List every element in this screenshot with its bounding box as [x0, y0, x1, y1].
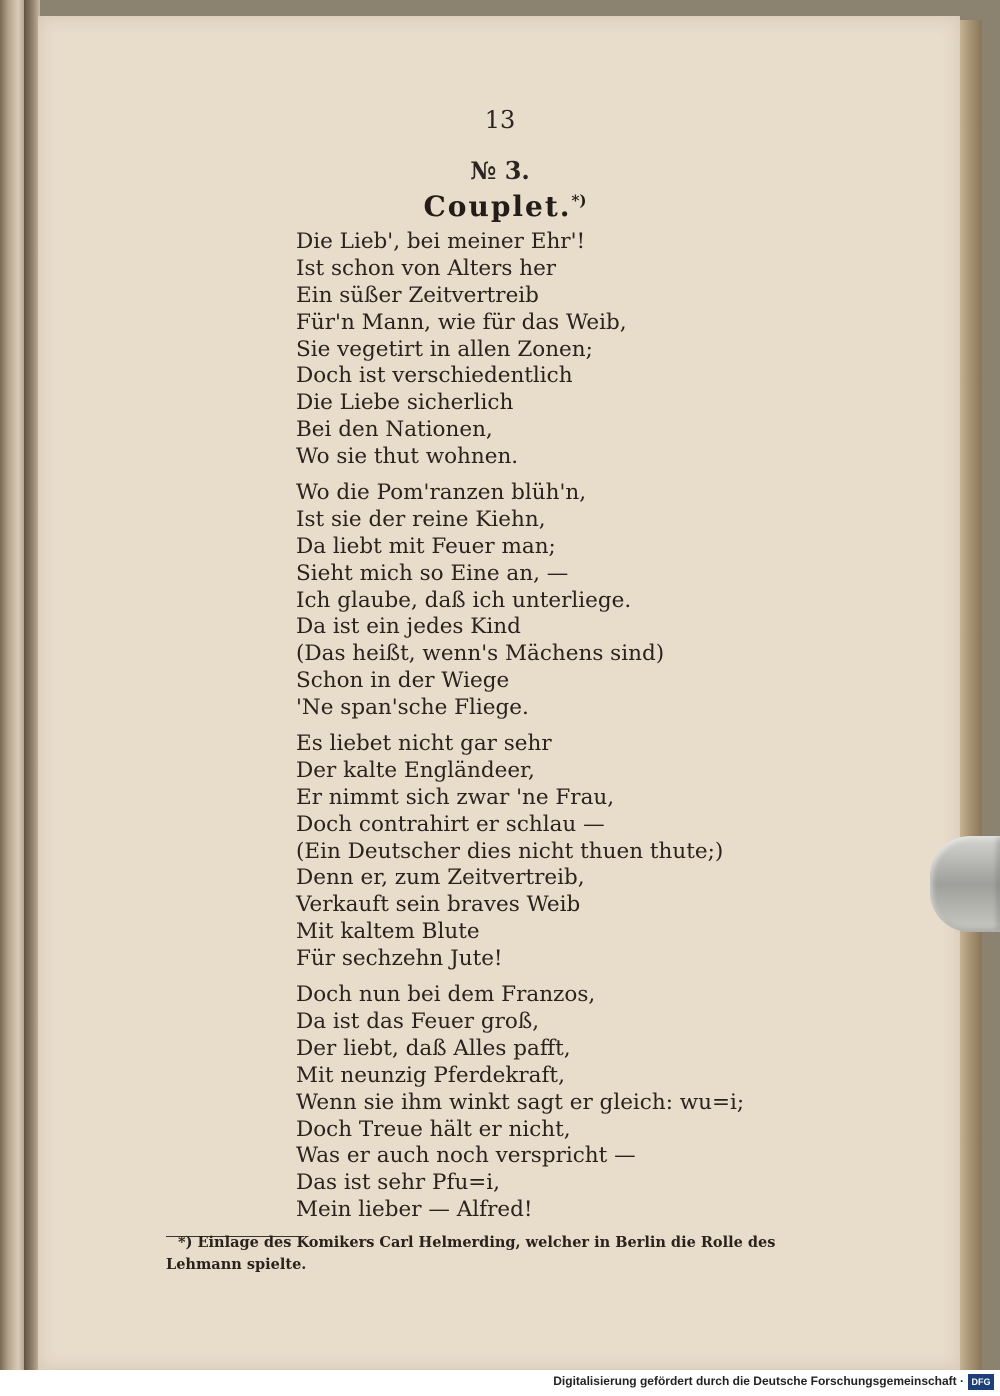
page-number: 13: [484, 106, 516, 134]
verse-line: Doch nun bei dem Franzos,: [296, 982, 596, 1008]
verse-line: Wenn sie ihm winkt sagt er gleich: wu=i;: [296, 1089, 745, 1115]
verse-line: Schon in der Wiege: [296, 668, 510, 694]
verse-line: Für'n Mann, wie für das Weib,: [296, 309, 627, 335]
stanza-3: [296, 731, 856, 973]
verse-line: Was er auch noch verspricht —: [296, 1143, 636, 1169]
page-clip: [930, 836, 1000, 932]
verse-line: Mit kaltem Blute: [296, 919, 480, 945]
verse-line: Wo die Pom'ranzen blüh'n,: [296, 480, 587, 506]
stanza-4: [296, 982, 856, 1224]
verse-line: Verkauft sein braves Weib: [296, 892, 581, 918]
verse-line: Doch contrahirt er schlau —: [296, 811, 605, 837]
verse-line: Der liebt, daß Alles pafft,: [296, 1035, 571, 1061]
footnote-line-2: Lehmann spielte.: [166, 1256, 307, 1273]
verse-line: Da ist das Feuer groß,: [296, 1008, 540, 1034]
funding-credit: Digitalisierung gefördert durch die Deutsche Forschungsgemeinschaft ·: [553, 1374, 964, 1388]
footnote: [166, 1232, 876, 1276]
dfg-logo-icon: DFG: [968, 1374, 994, 1390]
verse-line: Bei den Nationen,: [296, 417, 493, 443]
verse-line: Ein süßer Zeitvertreib: [296, 282, 539, 308]
stanza-2: [296, 480, 856, 722]
stanza-1: [296, 229, 856, 471]
number-heading: № 3.: [470, 156, 530, 185]
verse-line: Für sechzehn Jute!: [296, 946, 503, 972]
footnote-marker: *): [571, 191, 587, 210]
verse-line: Es liebet nicht gar sehr: [296, 731, 552, 757]
verse-line: (Das heißt, wenn's Mächens sind): [296, 641, 665, 667]
verse-line: Doch Treue hält er nicht,: [296, 1116, 571, 1142]
verse-line: Da liebt mit Feuer man;: [296, 533, 556, 559]
verse-line: Mein lieber — Alfred!: [296, 1197, 533, 1223]
verse-line: Ich glaube, daß ich unterliege.: [296, 587, 632, 613]
verse-line: Mit neunzig Pferdekraft,: [296, 1062, 565, 1088]
verse-line: Er nimmt sich zwar 'ne Frau,: [296, 784, 615, 810]
verse-line: Wo sie thut wohnen.: [296, 444, 519, 470]
footnote-line-1: *) Einlage des Komikers Carl Helmerding, welcher in Berlin die Rolle des: [178, 1234, 776, 1251]
verse-line: Das ist sehr Pfu=i,: [296, 1170, 501, 1196]
verse-line: (Ein Deutscher dies nicht thuen thute;): [296, 838, 724, 864]
verse-line: Ist sie der reine Kiehn,: [296, 506, 546, 532]
verse-line: Ist schon von Alters her: [296, 255, 557, 281]
verse-line: 'Ne span'sche Fliege.: [296, 695, 529, 721]
verse-line: Denn er, zum Zeitvertreib,: [296, 865, 585, 891]
verse-line: Da ist ein jedes Kind: [296, 614, 521, 640]
song-title: [0, 190, 1000, 223]
verse-line: Die Liebe sicherlich: [296, 390, 514, 416]
verse-line: Der kalte Engländeer,: [296, 757, 535, 783]
verses: [296, 229, 856, 1233]
verse-line: Sieht mich so Eine an, —: [296, 560, 569, 586]
song-title-text: Couplet.: [423, 190, 572, 223]
verse-line: Die Lieb', bei meiner Ehr'!: [296, 229, 586, 254]
verse-line: Doch ist verschiedentlich: [296, 363, 573, 389]
verse-line: Sie vegetirt in allen Zonen;: [296, 336, 593, 362]
